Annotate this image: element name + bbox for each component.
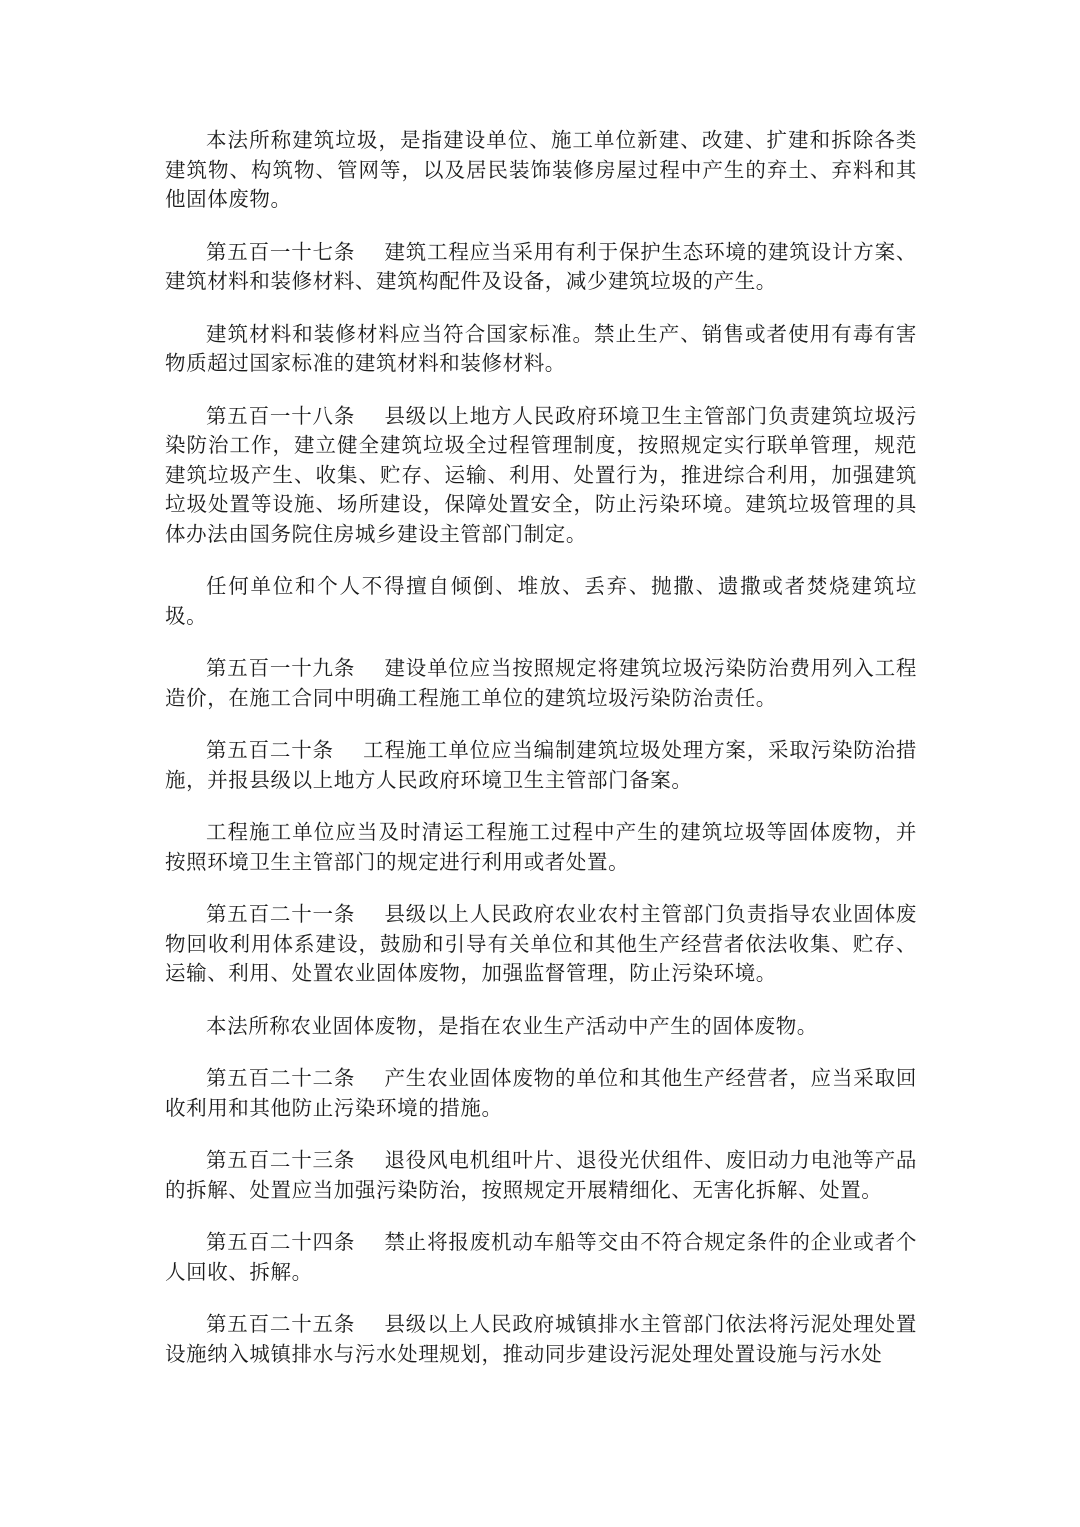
paragraph-article-522 [165,1064,917,1123]
paragraph-no-dumping [165,572,917,631]
article-number: 第五百二十三条 [206,1148,356,1172]
paragraph-article-524 [165,1228,917,1287]
paragraph-text: 本法所称建筑垃圾，是指建设单位、施工单位新建、改建、扩建和拆除各类建筑物、构筑物、管网等，以及居民装饰装修房屋过程中产生的弃土、弃料和其他固体废物。 [165,128,917,211]
paragraph-text: 县级以上人民政府城镇排水主管部门依法将污泥处理处置设施纳入城镇排水与污水处理规划，推动同步建设污泥处理处置设施与污水处 [165,1312,918,1366]
document-body [165,126,917,1392]
paragraph-text: 建筑材料和装修材料应当符合国家标准。禁止生产、销售或者使用有毒有害物质超过国家标准的建筑材料和装修材料。 [165,321,917,375]
paragraph-text: 禁止将报废机动车船等交由不符合规定条件的企业或者个人回收、拆解。 [165,1230,918,1284]
paragraph-agricultural-waste-definition [165,1012,917,1042]
paragraph-article-518 [165,402,917,550]
paragraph-article-519 [165,654,917,713]
paragraph-timely-removal [165,818,917,877]
article-number: 第五百二十一条 [206,902,356,926]
paragraph-text: 退役风电机组叶片、退役光伏组件、废旧动力电池等产品的拆解、处置应当加强污染防治，按照规定开展精细化、无害化拆解、处置。 [165,1148,918,1202]
paragraph-text: 本法所称农业固体废物，是指在农业生产活动中产生的固体废物。 [206,1013,818,1038]
paragraph-text: 县级以上人民政府农业农村主管部门负责指导农业固体废物回收利用体系建设，鼓励和引导有关单位和其他生产经营者依法收集、贮存、运输、利用、处置农业固体废物，加强监督管理，防止污染环境。 [165,902,918,985]
article-number: 第五百二十条 [206,738,334,762]
paragraph-article-521 [165,900,917,989]
paragraph-materials-standard [165,320,917,379]
paragraph-text: 产生农业固体废物的单位和其他生产经营者，应当采取回收利用和其他防止污染环境的措施。 [165,1066,918,1120]
paragraph-text: 工程施工单位应当及时清运工程施工过程中产生的建筑垃圾等固体废物，并按照环境卫生主管部门的规定进行利用或者处置。 [165,820,917,874]
paragraph-text: 任何单位和个人不得擅自倾倒、堆放、丢弃、抛撒、遗撒或者焚烧建筑垃圾。 [165,574,917,628]
article-number: 第五百二十二条 [206,1066,356,1090]
paragraph-article-517 [165,238,917,297]
paragraph-text: 建设单位应当按照规定将建筑垃圾污染防治费用列入工程造价，在施工合同中明确工程施工单位的建筑垃圾污染防治责任。 [165,656,918,710]
paragraph-construction-waste-definition [165,126,917,215]
article-number: 第五百二十五条 [206,1312,356,1336]
article-number: 第五百二十四条 [206,1230,356,1254]
paragraph-text: 工程施工单位应当编制建筑垃圾处理方案，采取污染防治措施，并报县级以上地方人民政府环境卫生主管部门备案。 [165,738,917,792]
paragraph-article-523 [165,1146,917,1205]
paragraph-article-525 [165,1310,917,1369]
article-number: 第五百一十九条 [206,656,356,680]
paragraph-text: 建筑工程应当采用有利于保护生态环境的建筑设计方案、建筑材料和装修材料、建筑构配件及设备，减少建筑垃圾的产生。 [165,239,918,293]
article-number: 第五百一十七条 [206,239,356,264]
paragraph-article-520 [165,736,917,795]
article-number: 第五百一十八条 [206,403,356,428]
paragraph-text: 县级以上地方人民政府环境卫生主管部门负责建筑垃圾污染防治工作，建立健全建筑垃圾全过程管理制度，按照规定实行联单管理，规范建筑垃圾产生、收集、贮存、运输、利用、处置行为，推进综合利用，加强建筑垃圾处置等设施、场所建设，保障处置安全，防止污染环境。建筑垃圾管理的具体办法由国务院住房城乡建设主管部门制定。 [165,403,918,546]
